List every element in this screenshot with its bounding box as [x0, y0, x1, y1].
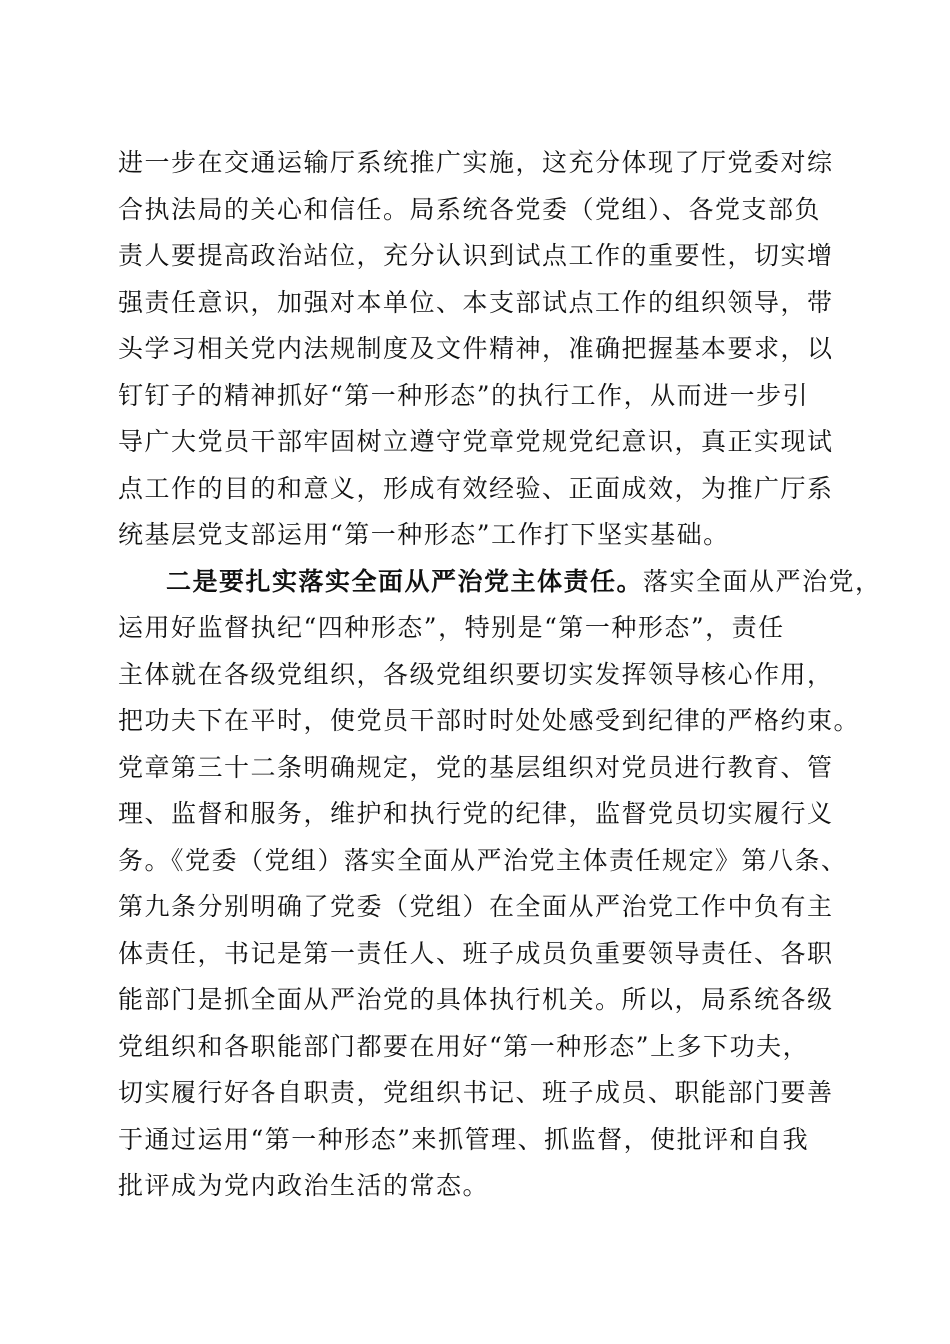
text-run: 落实全面从严治党，	[643, 566, 882, 596]
paragraph-2	[118, 559, 882, 1210]
text-line: 体责任，书记是第一责任人、班子成员负重要领导责任、各职	[118, 938, 834, 968]
paragraph-1	[118, 140, 838, 559]
text-line: 统基层党支部运用“第一种形态”工作打下坚实基础。	[118, 520, 730, 549]
text-line: 主体就在各级党组织，各级党组织要切实发挥领导核心作用，	[118, 659, 834, 689]
document-page	[118, 140, 882, 1210]
text-line: 于通过运用“第一种形态”来抓管理、抓监督，使批评和自我	[118, 1124, 810, 1154]
text-line: 导广大党员干部牢固树立遵守党章党规党纪意识，真正实现试	[118, 427, 834, 456]
text-line: 运用好监督执纪“四种形态”，特别是“第一种形态”，责任	[118, 613, 785, 642]
text-line: 合执法局的关心和信任。局系统各党委（党组）、各党支部负	[118, 194, 822, 224]
paragraph-heading: 二是要扎实落实全面从严治党主体责任。	[166, 566, 644, 596]
text-line: 把功夫下在平时，使党员干部时时处处感受到纪律的严格约束。	[118, 706, 861, 735]
text-line: 批评成为党内政治生活的常态。	[118, 1171, 490, 1200]
text-line: 进一步在交通运输厅系统推广实施，这充分体现了厅党委对综	[118, 148, 834, 177]
text-line: 能部门是抓全面从严治党的具体执行机关。所以，局系统各级	[118, 985, 834, 1014]
text-line: 第九条分别明确了党委（党组）在全面从严治党工作中负有主	[118, 892, 834, 921]
text-line: 头学习相关党内法规制度及文件精神，准确把握基本要求，以	[118, 334, 834, 363]
text-line: 点工作的目的和意义，形成有效经验、正面成效，为推广厅系	[118, 473, 834, 503]
text-line: 党组织和各职能部门都要在用好“第一种形态”上多下功夫，	[118, 1031, 810, 1061]
text-line: 务。《党委（党组）落实全面从严治党主体责任规定》第八条、	[118, 845, 848, 875]
paragraph-2-first-line	[118, 559, 882, 606]
text-line: 强责任意识，加强对本单位、本支部试点工作的组织领导，带	[118, 287, 834, 317]
text-line: 责人要提高政治站位，充分认识到试点工作的重要性，切实增	[118, 241, 834, 270]
text-line: 钉钉子的精神抓好“第一种形态”的执行工作，从而进一步引	[118, 380, 810, 410]
text-line: 切实履行好各自职责，党组织书记、班子成员、职能部门要善	[118, 1078, 834, 1107]
text-line: 党章第三十二条明确规定，党的基层组织对党员进行教育、管	[118, 752, 834, 782]
text-line: 理、监督和服务，维护和执行党的纪律，监督党员切实履行义	[118, 799, 834, 828]
